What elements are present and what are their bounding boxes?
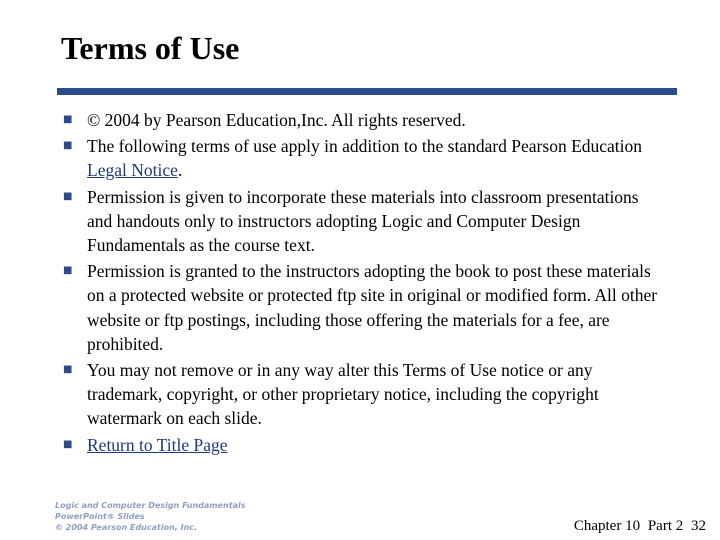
bullet-list <box>63 108 663 459</box>
slide-footer <box>570 518 706 535</box>
bullet-item-permission-granted <box>63 259 663 356</box>
square-bullet-icon: ■ <box>63 190 73 202</box>
square-bullet-icon: ■ <box>63 265 73 277</box>
publisher-logo <box>55 500 295 533</box>
logo-line-copyright: © 2004 Pearson Education, Inc. <box>55 523 198 532</box>
bullet-text: You may not remove or in any way alter this Terms of Use notice or any trademark, copyright, or other proprietary notice, including the copyright watermark on each slide. <box>87 360 599 429</box>
return-to-title-link[interactable]: Return to Title Page <box>87 434 228 455</box>
logo-line-book: Logic and Computer Design Fundamentals <box>55 501 246 510</box>
chapter-label: Chapter 10 <box>573 518 641 534</box>
bullet-item-permission-given <box>63 185 663 258</box>
page-number: 32 <box>691 518 706 534</box>
legal-notice-link[interactable]: Legal Notice <box>87 160 178 181</box>
bullet-item-terms <box>63 134 663 182</box>
bullet-text: Permission is given to incorporate these materials into classroom presentations and handouts only to instructors adopting Logic and Computer Design Fundamentals as the course text. <box>87 186 639 256</box>
bullet-text-end: . <box>177 160 183 181</box>
bullet-text: The following terms of use apply in addition to the standard Pearson Education <box>87 136 643 157</box>
bullet-item-no-removal <box>63 358 663 431</box>
bullet-item-return <box>63 433 663 457</box>
part-label: Part 2 <box>647 518 684 534</box>
bullet-text: Permission is granted to the instructors adopting the book to post these materials on a protected website or protected ftp site in original or modified form. All other website or ftp postings, including those offering the materials for a fee, are prohibited. <box>87 261 658 354</box>
square-bullet-icon: ■ <box>63 114 73 125</box>
slide-title: Terms of Use <box>61 30 240 66</box>
square-bullet-icon: ■ <box>63 140 73 152</box>
bullet-item-copyright <box>63 108 663 132</box>
square-bullet-icon: ■ <box>63 364 73 376</box>
logo-line-slides: PowerPoint® Slides <box>55 512 145 521</box>
bullet-text: © 2004 by Pearson Education,Inc. All rights reserved. <box>87 110 466 130</box>
title-divider <box>57 88 677 95</box>
square-bullet-icon: ■ <box>63 438 73 450</box>
